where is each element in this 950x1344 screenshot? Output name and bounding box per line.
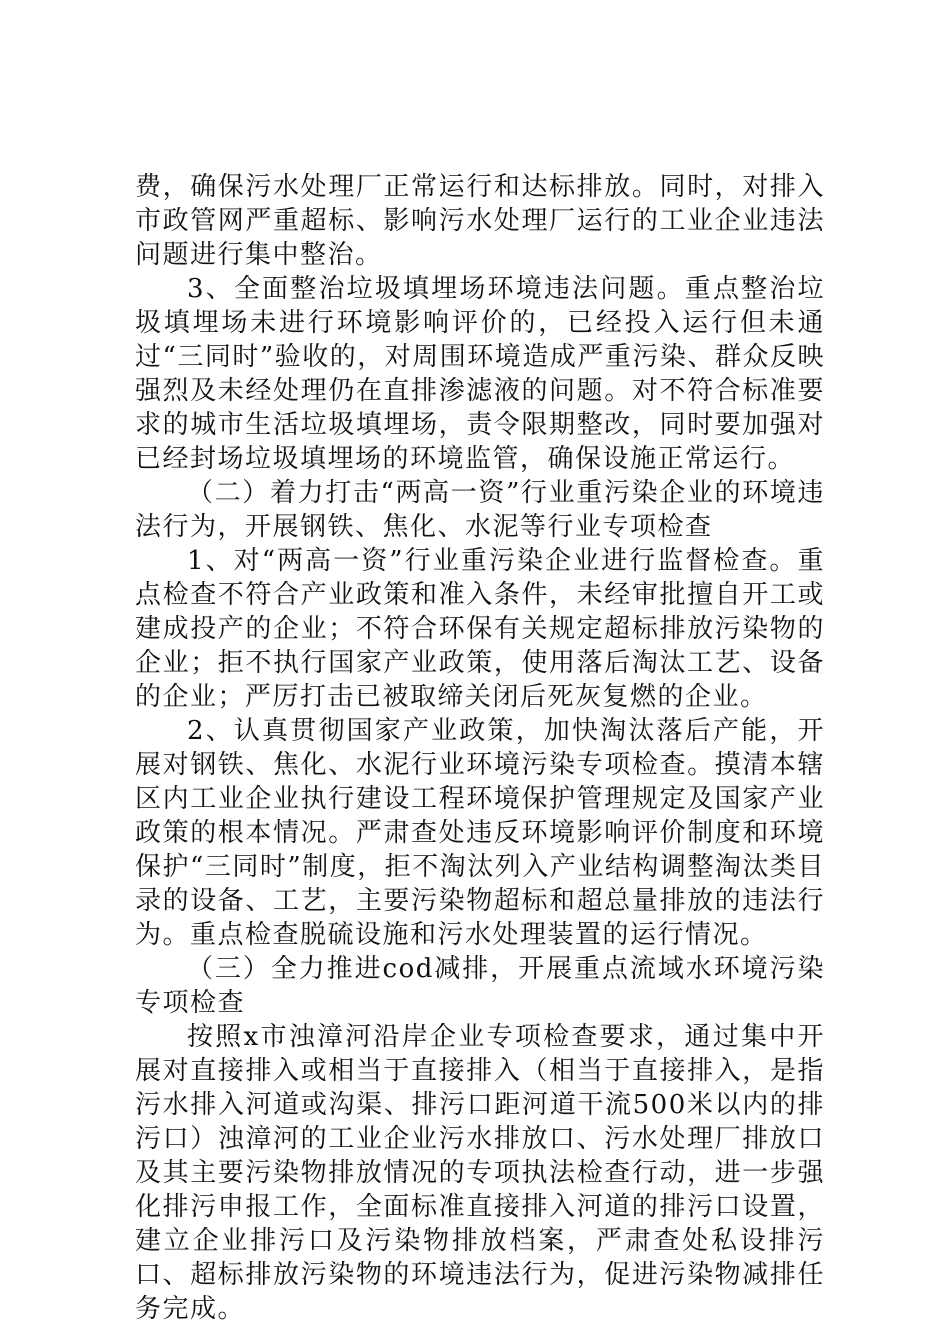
paragraph-inspection-two: 2、认真贯彻国家产业政策，加快淘汰落后产能，开展对钢铁、焦化、水泥行业环境污染专项检查。摸清本辖区内工业企业执行建设工程环境保护管理规定及国家产业政策的根本情况。严肃查处违反环境影响评价制度和环境保护“三同时”制度，拒不淘汰列入产业结构调整淘汰类目录的设备、工艺，主要污染物超标和超总量排放的违法行为。重点检查脱硫设施和污水处理装置的运行情况。 [135, 716, 825, 950]
heading-section-two: （二）着力打击“两高一资”行业重污染企业的环境违法行为，开展钢铁、焦化、水泥等行业专项检查 [135, 478, 825, 542]
paragraph-continuation: 费，确保污水处理厂正常运行和达标排放。同时，对排入市政管网严重超标、影响污水处理厂运行的工业企业违法问题进行集中整治。 [135, 172, 825, 270]
paragraph-river-inspection: 按照x市浊漳河沿岸企业专项检查要求，通过集中开展对直接排入或相当于直接排入（相当于直接排入，是指污水排入河道或沟渠、排污口距河道干流500米以内的排污口）浊漳河的工业企业污水排放口、污水处理厂排放口及其主要污染物排放情况的专项执法检查行动，进一步强化排污申报工作，全面标准直接排入河道的排污口设置，建立企业排污口及污染物排放档案，严肃查处私设排污口、超标排放污染物的环境违法行为，促进污染物减排任务完成。 [135, 1022, 825, 1324]
paragraph-landfill: 3、全面整治垃圾填埋场环境违法问题。重点整治垃圾填埋场未进行环境影响评价的，已经投入运行但未通过“三同时”验收的，对周围环境造成严重污染、群众反映强烈及未经处理仍在直排渗滤液的问题。对不符合标准要求的城市生活垃圾填埋场，责令限期整改，同时要加强对已经封场垃圾填埋场的环境监管，确保设施正常运行。 [135, 274, 825, 474]
heading-section-three: （三）全力推进cod减排，开展重点流域水环境污染专项检查 [135, 954, 825, 1018]
paragraph-inspection-one: 1、对“两高一资”行业重污染企业进行监督检查。重点检查不符合产业政策和准入条件，未经审批擅自开工或建成投产的企业；不符合环保有关规定超标排放污染物的企业；拒不执行国家产业政策，使用落后淘汰工艺、设备的企业；严厉打击已被取缔关闭后死灰复燃的企业。 [135, 546, 825, 712]
document-body [135, 170, 825, 1326]
